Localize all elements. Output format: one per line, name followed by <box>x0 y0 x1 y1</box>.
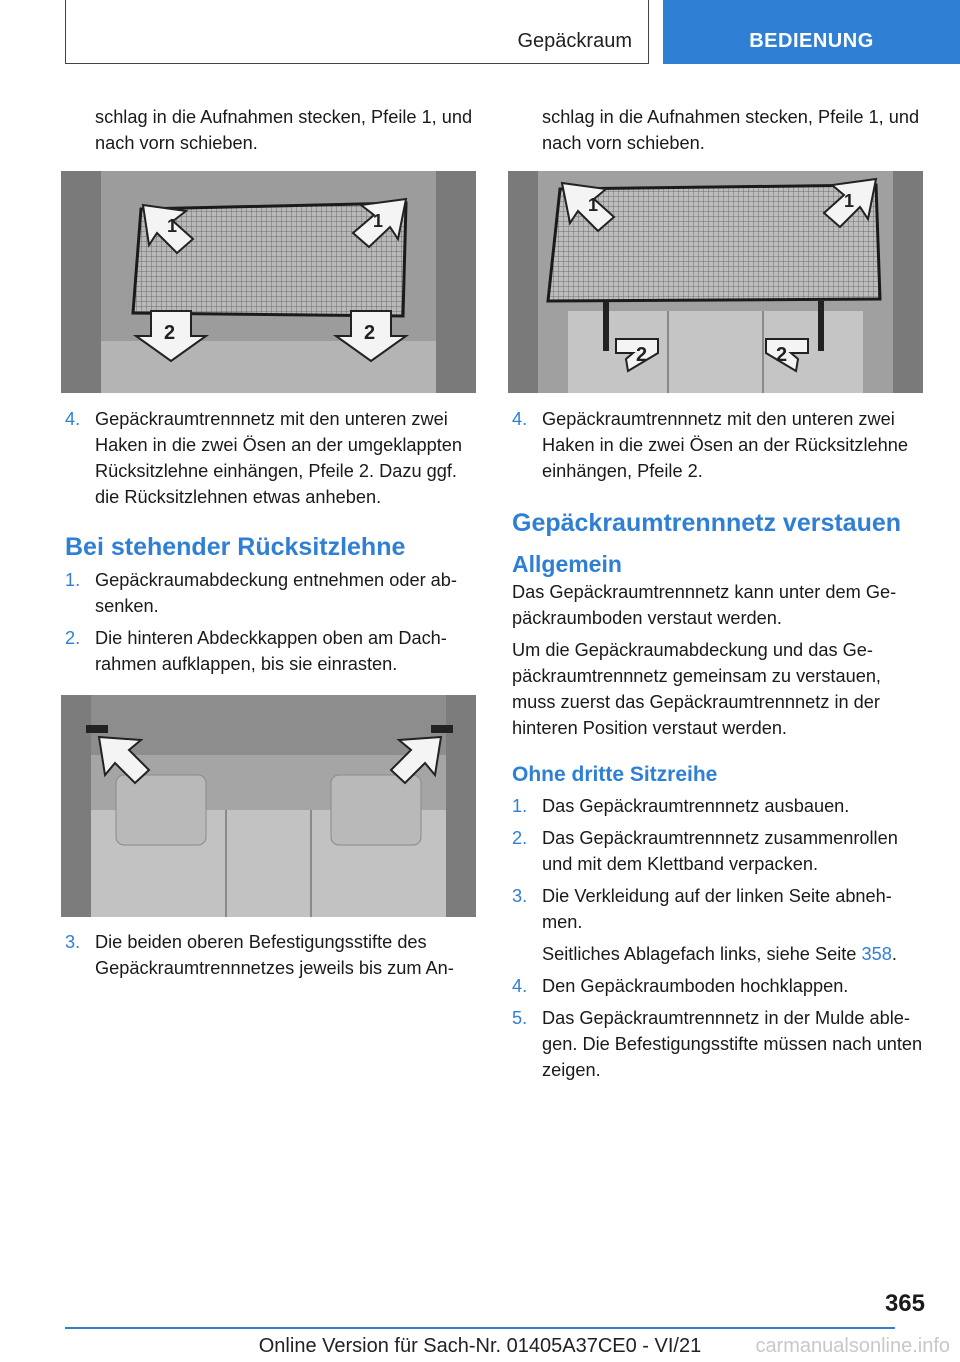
right-step-2 <box>512 825 926 877</box>
left-step-3 <box>65 929 485 981</box>
step-text: Die hinteren Abdeckkappen oben am Dachrahmen aufklappen, bis sie einrasten. <box>95 628 447 674</box>
right-step-4 <box>512 406 926 484</box>
figure-net-upright-seats <box>508 171 923 393</box>
figure-cargo-cover-caps <box>61 695 476 917</box>
cross-reference-note <box>512 941 926 967</box>
heading-stehende-ruecksitzlehne: Bei stehender Rücksitzlehne <box>65 533 406 561</box>
right-step-1 <box>512 793 926 819</box>
note-end: . <box>891 944 897 964</box>
svg-text:2: 2 <box>364 322 376 344</box>
footer-divider <box>65 1327 895 1329</box>
para-allgemein-2: Um die Gepäckraumabdeckung und das Gepäckraumtrennnetz gemeinsam zu verstauen, muss zuerst das Gepäckraumtrennnetz in der hinteren Position verstaut werden. <box>512 640 881 738</box>
svg-text:2: 2 <box>164 322 176 344</box>
step-text: Gepäckraumtrennnetz mit den unteren zwei Haken in die zwei Ösen an der umgeklappten Rücksitzlehne einhängen, Pfeile 2. Dazu ggf. die Rücksitzlehnen etwas anheben. <box>95 409 463 507</box>
right-step-4b <box>512 973 926 999</box>
svg-text:2: 2 <box>776 344 788 366</box>
step-text: Die beiden oberen Befestigungsstifte des Gepäckraumtrennnetzes jeweils bis zum An- <box>95 932 454 978</box>
note-text: Seitliches Ablagefach links, siehe Seite <box>542 944 862 964</box>
step-text: Das Gepäckraumtrennnetz in der Mulde ablegen. Die Befestigungsstifte müssen nach unten zeigen. <box>542 1008 923 1080</box>
left-step-1 <box>65 567 485 619</box>
heading-verstauen: Gepäckraumtrennnetz verstauen <box>512 509 902 537</box>
svg-text:2: 2 <box>636 344 648 366</box>
step-number: 4. <box>512 409 528 429</box>
left-column <box>65 104 485 981</box>
right-step-5 <box>512 1005 926 1083</box>
step-number: 3. <box>65 932 81 952</box>
step-text: Den Gepäckraumboden hochklappen. <box>542 976 849 996</box>
chapter-tab[interactable]: BEDIENUNG <box>663 0 960 64</box>
svg-text:1: 1 <box>844 191 855 211</box>
svg-text:1: 1 <box>588 195 599 215</box>
step-text: Das Gepäckraumtrennnetz ausbauen. <box>542 796 850 816</box>
right-intro: schlag in die Aufnahmen stecken, Pfeile 1, und nach vorn schieben. <box>542 107 920 153</box>
step-text: Gepäckraumabdeckung entnehmen oder absenken. <box>95 570 457 616</box>
step-number: 4. <box>512 976 528 996</box>
left-intro: schlag in die Aufnahmen stecken, Pfeile 1, und nach vorn schieben. <box>95 107 473 153</box>
right-step-3 <box>512 883 926 935</box>
svg-text:1: 1 <box>167 216 178 236</box>
step-number: 3. <box>512 886 528 906</box>
subheading-ohne-dritte-sitzreihe: Ohne dritte Sitzreihe <box>512 763 718 786</box>
section-title: Gepäckraum <box>517 30 632 52</box>
left-step-2 <box>65 625 485 677</box>
figure-net-folded-seats <box>61 171 476 393</box>
step-number: 1. <box>512 796 528 816</box>
step-number: 5. <box>512 1008 528 1028</box>
step-text: Die Verkleidung auf der linken Seite abnehmen. <box>542 886 892 932</box>
page-number: 365 <box>884 1290 925 1317</box>
step-number: 2. <box>65 628 81 648</box>
right-column <box>512 104 926 1083</box>
watermark: carmanualsonline.info <box>755 1335 950 1357</box>
svg-text:1: 1 <box>373 211 384 231</box>
step-text: Das Gepäckraumtrennnetz zusammenrollen und mit dem Klettband verpacken. <box>542 828 898 874</box>
step-number: 1. <box>65 570 81 590</box>
step-number: 4. <box>65 409 81 429</box>
subheading-allgemein: Allgemein <box>512 551 622 577</box>
step-text: Gepäckraumtrennnetz mit den unteren zwei Haken in die zwei Ösen an der Rücksitzlehne einhängen, Pfeile 2. <box>542 409 908 481</box>
step-number: 2. <box>512 828 528 848</box>
footer-version-text: Online Version für Sach-Nr. 01405A37CE0 - VI/21 <box>258 1335 702 1357</box>
left-step-4 <box>65 406 485 510</box>
page-link-358[interactable]: 358 <box>861 944 892 964</box>
para-allgemein-1: Das Gepäckraumtrennnetz kann unter dem Gepäckraumboden verstaut werden. <box>512 582 897 628</box>
